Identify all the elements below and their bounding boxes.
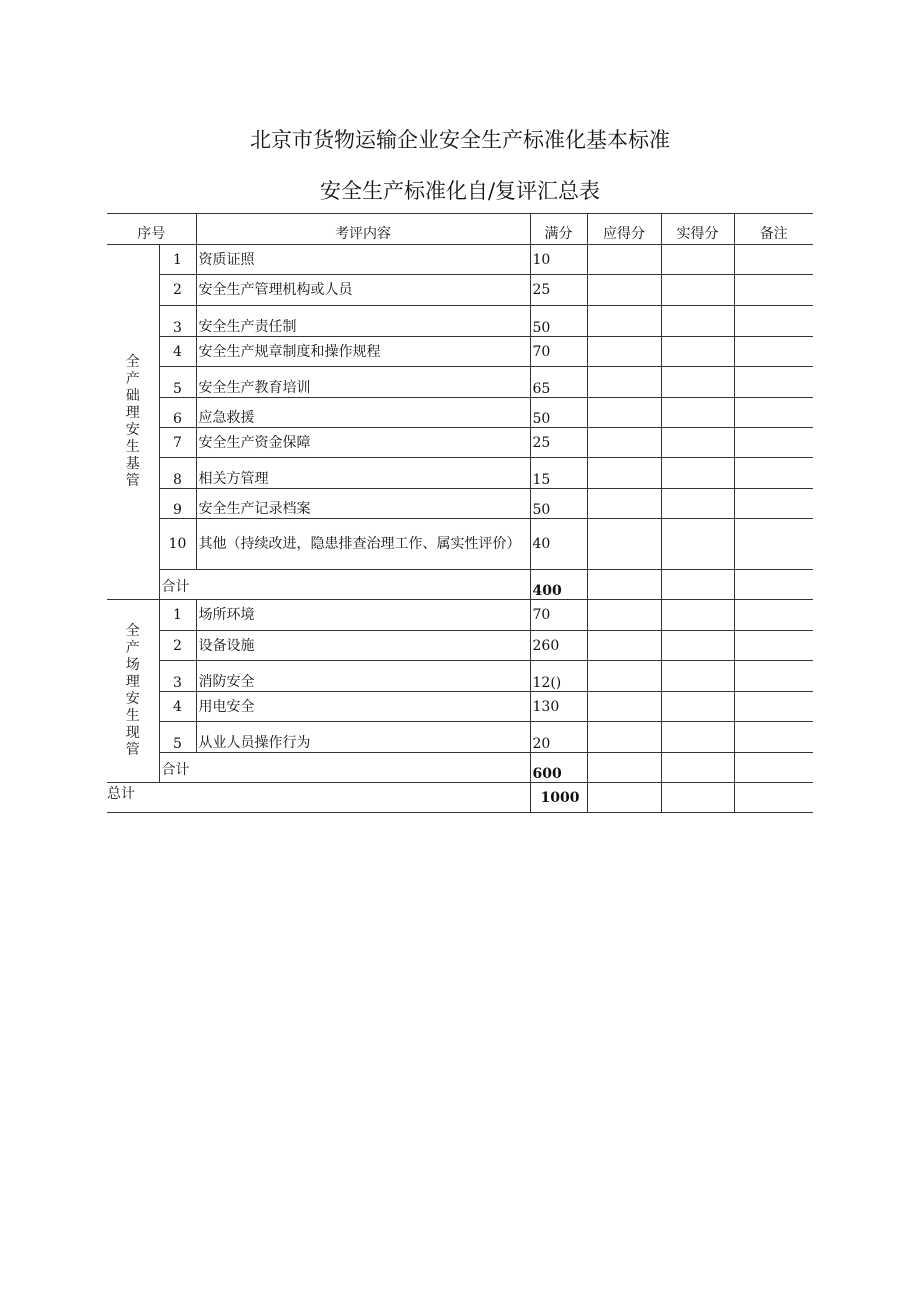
row-number: 7 xyxy=(159,428,196,458)
table-row xyxy=(107,722,813,753)
actual-cell xyxy=(661,753,734,783)
remark-cell xyxy=(734,783,813,813)
remark-cell xyxy=(734,367,813,398)
actual-cell xyxy=(661,367,734,398)
table-row xyxy=(107,600,813,631)
category-site-management: 全产场理安生现管 xyxy=(107,600,159,783)
row-number: 6 xyxy=(159,398,196,428)
table-row xyxy=(107,367,813,398)
remark-cell xyxy=(734,337,813,367)
remark-cell xyxy=(734,245,813,275)
row-score: 70 xyxy=(530,600,587,631)
actual-cell xyxy=(661,275,734,306)
total-value: 1000 xyxy=(530,783,587,813)
expected-cell xyxy=(587,458,661,489)
row-item: 相关方管理 xyxy=(196,458,530,489)
expected-cell xyxy=(587,306,661,337)
actual-cell xyxy=(661,458,734,489)
expected-cell xyxy=(587,245,661,275)
subtotal-label: 合计 xyxy=(159,570,530,600)
expected-cell xyxy=(587,337,661,367)
expected-cell xyxy=(587,428,661,458)
row-number: 3 xyxy=(159,661,196,692)
row-score: 260 xyxy=(530,631,587,661)
row-score: 20 xyxy=(530,722,587,753)
table-header-row xyxy=(107,214,813,245)
table-row xyxy=(107,631,813,661)
table-row xyxy=(107,692,813,722)
actual-cell xyxy=(661,570,734,600)
header-content: 考评内容 xyxy=(196,214,530,245)
subtotal-label: 合计 xyxy=(159,753,530,783)
document-subtitle: 安全生产标准化自/复评汇总表 xyxy=(319,179,601,203)
row-number: 5 xyxy=(159,722,196,753)
expected-cell xyxy=(587,661,661,692)
row-item: 设备设施 xyxy=(196,631,530,661)
table-row xyxy=(107,458,813,489)
row-score: 50 xyxy=(530,398,587,428)
row-score: 40 xyxy=(530,519,587,570)
expected-cell xyxy=(587,600,661,631)
row-number: 2 xyxy=(159,275,196,306)
row-number: 3 xyxy=(159,306,196,337)
remark-cell xyxy=(734,519,813,570)
row-score: 10 xyxy=(530,245,587,275)
expected-cell xyxy=(587,631,661,661)
remark-cell xyxy=(734,631,813,661)
row-item: 从业人员操作行为 xyxy=(196,722,530,753)
expected-cell xyxy=(587,519,661,570)
expected-cell xyxy=(587,398,661,428)
header-full-score: 满分 xyxy=(530,214,587,245)
row-item: 资质证照 xyxy=(196,245,530,275)
row-number: 2 xyxy=(159,631,196,661)
row-item: 安全生产资金保障 xyxy=(196,428,530,458)
subtotal-value: 400 xyxy=(530,570,587,600)
expected-cell xyxy=(587,722,661,753)
remark-cell xyxy=(734,570,813,600)
row-item: 消防安全 xyxy=(196,661,530,692)
actual-cell xyxy=(661,722,734,753)
row-item: 安全生产教育培训 xyxy=(196,367,530,398)
row-number: 4 xyxy=(159,692,196,722)
remark-cell xyxy=(734,428,813,458)
row-item: 其他（持续改进，隐患排查治理工作、属实性评价） xyxy=(196,519,530,570)
actual-cell xyxy=(661,245,734,275)
actual-cell xyxy=(661,306,734,337)
row-item: 场所环境 xyxy=(196,600,530,631)
actual-cell xyxy=(661,783,734,813)
document-title: 北京市货物运输企业安全生产标准化基本标准 xyxy=(250,128,670,152)
actual-cell xyxy=(661,692,734,722)
actual-cell xyxy=(661,519,734,570)
row-score: 25 xyxy=(530,428,587,458)
expected-cell xyxy=(587,367,661,398)
actual-cell xyxy=(661,661,734,692)
remark-cell xyxy=(734,722,813,753)
table-row xyxy=(107,337,813,367)
subtotal-value: 600 xyxy=(530,753,587,783)
header-expected-score: 应得分 xyxy=(587,214,661,245)
table-row xyxy=(107,519,813,570)
row-item: 安全生产记录档案 xyxy=(196,489,530,519)
header-actual-score: 实得分 xyxy=(661,214,734,245)
row-score: 15 xyxy=(530,458,587,489)
table-row xyxy=(107,428,813,458)
row-item: 用电安全 xyxy=(196,692,530,722)
actual-cell xyxy=(661,337,734,367)
row-number: 4 xyxy=(159,337,196,367)
row-score: 65 xyxy=(530,367,587,398)
remark-cell xyxy=(734,661,813,692)
row-item: 应急救援 xyxy=(196,398,530,428)
row-score: 70 xyxy=(530,337,587,367)
expected-cell xyxy=(587,489,661,519)
actual-cell xyxy=(661,489,734,519)
expected-cell xyxy=(587,692,661,722)
row-score: 50 xyxy=(530,306,587,337)
summary-table xyxy=(107,213,813,813)
remark-cell xyxy=(734,458,813,489)
actual-cell xyxy=(661,428,734,458)
table-row xyxy=(107,398,813,428)
actual-cell xyxy=(661,631,734,661)
subtotal-row xyxy=(107,753,813,783)
category-basic-management: 全产础理安生基管 xyxy=(107,245,159,600)
remark-cell xyxy=(734,275,813,306)
row-score: 130 xyxy=(530,692,587,722)
row-number: 9 xyxy=(159,489,196,519)
actual-cell xyxy=(661,398,734,428)
row-score: 50 xyxy=(530,489,587,519)
subtotal-row xyxy=(107,570,813,600)
table-row xyxy=(107,489,813,519)
row-number: 1 xyxy=(159,245,196,275)
remark-cell xyxy=(734,692,813,722)
header-remark: 备注 xyxy=(734,214,813,245)
expected-cell xyxy=(587,753,661,783)
remark-cell xyxy=(734,398,813,428)
table-row xyxy=(107,275,813,306)
row-number: 8 xyxy=(159,458,196,489)
remark-cell xyxy=(734,306,813,337)
expected-cell xyxy=(587,570,661,600)
remark-cell xyxy=(734,489,813,519)
table-row xyxy=(107,245,813,275)
expected-cell xyxy=(587,783,661,813)
remark-cell xyxy=(734,753,813,783)
row-score: 12() xyxy=(530,661,587,692)
actual-cell xyxy=(661,600,734,631)
row-score: 25 xyxy=(530,275,587,306)
row-number: 5 xyxy=(159,367,196,398)
remark-cell xyxy=(734,600,813,631)
total-row xyxy=(107,783,813,813)
expected-cell xyxy=(587,275,661,306)
row-item: 安全生产管理机构或人员 xyxy=(196,275,530,306)
table-row xyxy=(107,306,813,337)
row-item: 安全生产责任制 xyxy=(196,306,530,337)
row-number: 10 xyxy=(159,519,196,570)
row-item: 安全生产规章制度和操作规程 xyxy=(196,337,530,367)
table-row xyxy=(107,661,813,692)
row-number: 1 xyxy=(159,600,196,631)
total-label: 总计 xyxy=(107,783,530,813)
header-seq: 序号 xyxy=(107,214,196,245)
